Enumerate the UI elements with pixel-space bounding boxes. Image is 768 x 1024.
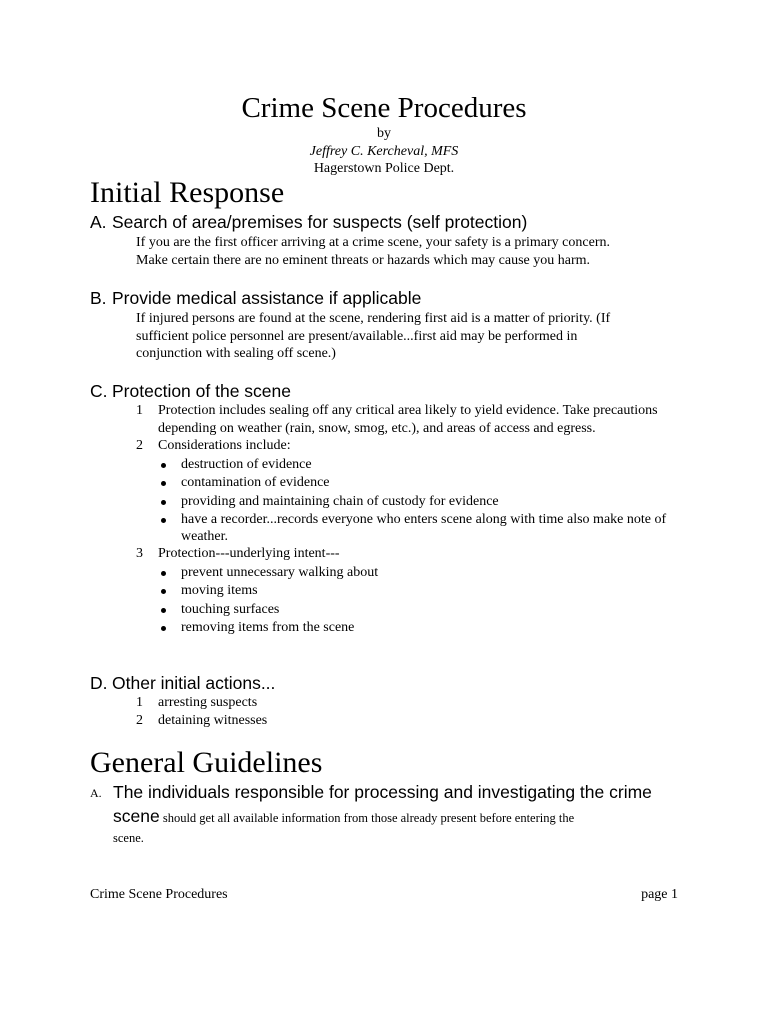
document-title: Crime Scene Procedures	[241, 92, 527, 124]
item-text: detaining witnesses	[158, 712, 268, 728]
bullet-text: contamination of evidence	[181, 475, 330, 490]
byline-by: by	[377, 126, 391, 141]
item-text: Protection includes sealing off any critical area likely to yield evidence. Take precautions depending on weather (rain, snow, smog, etc.), and areas of access and egress.	[158, 403, 658, 436]
bullet-text: providing and maintaining chain of custody for evidence	[181, 493, 499, 509]
bullet-icon	[161, 500, 166, 505]
guideline-a-line-2	[113, 804, 690, 828]
item-text: Considerations include:	[158, 438, 291, 453]
bullet-text: moving items	[181, 583, 258, 598]
item-number: 1	[136, 695, 143, 710]
footer-page-number: page 1	[641, 887, 678, 902]
footer-title: Crime Scene Procedures	[90, 887, 228, 902]
section-b-line-3: conjunction with sealing off scene.)	[136, 346, 336, 361]
byline-author: Jeffrey C. Kercheval, MFS	[309, 143, 459, 159]
guideline-a-continuation: should get all available information from those already present before entering the	[159, 811, 575, 825]
bullet-item	[158, 511, 681, 545]
bullet-text: touching surfaces	[181, 601, 280, 617]
section-a-line-1: If you are the first officer arriving at a crime scene, your safety is a primary concern.	[136, 235, 610, 250]
bullet-text: removing items from the scene	[181, 620, 355, 635]
guideline-a-line-3: scene.	[113, 831, 144, 845]
item-number: 2	[136, 438, 143, 453]
section-b-text	[136, 310, 676, 363]
section-a-text	[136, 234, 676, 269]
heading-general-guidelines: General Guidelines	[90, 746, 323, 779]
bullet-text: destruction of evidence	[181, 456, 312, 472]
item-text: Protection---underlying intent---	[158, 546, 340, 561]
list-item	[136, 545, 681, 638]
section-b-line-1: If injured persons are found at the scene, rendering first aid is a matter of priority. (If	[136, 311, 611, 326]
guideline-a-line-1: The individuals responsible for processing and investigating the crime	[113, 782, 652, 802]
bullet-icon	[161, 571, 166, 576]
section-a-line-2: Make certain there are no eminent threats or hazards which may cause you harm.	[136, 252, 591, 268]
section-a-heading	[90, 211, 527, 233]
item-number: 1	[136, 403, 143, 418]
section-c-title: Protection of the scene	[112, 381, 291, 401]
bullet-item	[158, 564, 681, 583]
section-d-heading	[90, 672, 275, 694]
list-item	[136, 402, 681, 437]
bullet-text: have a recorder...records everyone who enters scene along with time also make note of weather.	[181, 512, 667, 544]
byline	[0, 125, 768, 178]
list-item	[136, 712, 681, 730]
bullet-item	[158, 619, 681, 638]
bullet-text: prevent unnecessary walking about	[181, 564, 379, 580]
section-a-letter: A.	[90, 212, 107, 232]
bullet-item	[158, 601, 681, 620]
section-b-heading	[90, 287, 421, 309]
item-number: 3	[136, 546, 143, 561]
guideline-a-body	[90, 780, 690, 848]
bullet-item	[158, 493, 681, 512]
bullet-item	[158, 474, 681, 493]
guideline-a-scene-word: scene	[113, 806, 160, 826]
section-b-letter: B.	[90, 288, 107, 308]
section-c-list	[136, 402, 681, 638]
section-d-title: Other initial actions...	[112, 673, 276, 693]
bullet-icon	[161, 626, 166, 631]
bullet-item	[158, 582, 681, 601]
section-c-letter: C.	[90, 381, 108, 401]
bullet-list	[158, 564, 681, 638]
bullet-icon	[161, 589, 166, 594]
list-item	[136, 694, 681, 712]
bullet-icon	[161, 463, 166, 468]
bullet-icon	[161, 518, 166, 523]
bullet-list	[158, 456, 681, 546]
guideline-a-letter: A.	[90, 786, 102, 800]
heading-initial-response: Initial Response	[90, 176, 285, 209]
section-a-title: Search of area/premises for suspects (self protection)	[112, 212, 528, 232]
bullet-item	[158, 456, 681, 475]
bullet-icon	[161, 481, 166, 486]
section-d-list	[136, 694, 681, 729]
item-number: 2	[136, 712, 143, 728]
section-c-heading	[90, 380, 291, 402]
section-b-line-2: sufficient police personnel are present/available...first aid may be performed in	[136, 328, 578, 344]
item-text: arresting suspects	[158, 695, 258, 710]
guideline-a	[90, 780, 690, 848]
byline-department: Hagerstown Police Dept.	[313, 161, 455, 176]
section-d-letter: D.	[90, 673, 108, 693]
section-b-title: Provide medical assistance if applicable	[112, 288, 422, 308]
bullet-icon	[161, 608, 166, 613]
list-item	[136, 437, 681, 545]
